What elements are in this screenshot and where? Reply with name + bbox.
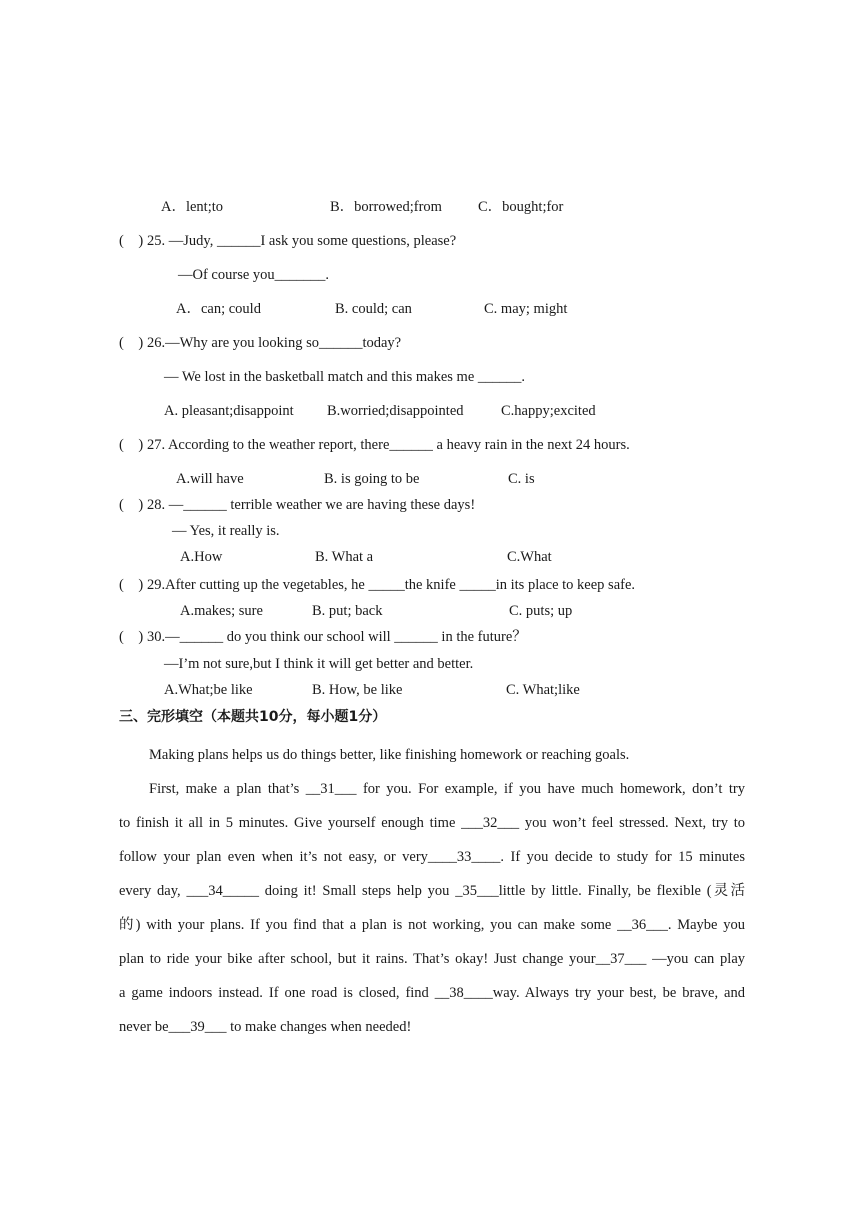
- passage-line-9: never be___39___ to make changes when needed!: [119, 1019, 412, 1035]
- q24-option-b: B．borrowed;from: [330, 199, 442, 215]
- q30-answer-paren[interactable]: ( ): [119, 629, 144, 645]
- q24-option-a: A．lent;to: [161, 199, 224, 215]
- q27-stem: 27. According to the weather report, there______ a heavy rain in the next 24 hours.: [147, 437, 630, 453]
- q30-option-a: A.What;be like: [164, 682, 253, 698]
- q25-answer-paren[interactable]: ( ): [119, 233, 144, 249]
- q27-option-c: C. is: [508, 471, 535, 487]
- q25-option-b: B. could; can: [335, 301, 412, 317]
- q26-option-a: A. pleasant;disappoint: [164, 403, 294, 419]
- passage-line-3: to finish it all in 5 minutes. Give yourself enough time ___32___ you won’t feel stressed. Next, try to: [119, 815, 745, 831]
- q28-option-b: B. What a: [315, 549, 374, 565]
- q25-reply: —Of course you_______.: [178, 267, 330, 283]
- passage-line-8: a game indoors instead. If one road is closed, find __38____way. Always try your best, be brave, and: [119, 985, 745, 1001]
- q27-answer-paren[interactable]: ( ): [119, 437, 144, 453]
- passage-line-4: follow your plan even when it’s not easy, or very____33____. If you decide to study for 15 minutes: [119, 849, 745, 865]
- q28-option-a: A.How: [180, 549, 223, 565]
- q29-stem: 29.After cutting up the vegetables, he _____the knife _____in its place to keep safe.: [147, 577, 636, 593]
- section-heading: 三、完形填空（本题共10分，每小题1分）: [119, 709, 387, 725]
- q29-option-a: A.makes; sure: [180, 603, 263, 619]
- q28-stem: 28. —______ terrible weather we are having these days!: [147, 497, 476, 513]
- q26-reply: — We lost in the basketball match and this makes me ______.: [164, 369, 525, 385]
- q26-option-b: B.worried;disappointed: [327, 403, 464, 419]
- q29-answer-paren[interactable]: ( ): [119, 577, 144, 593]
- q26-option-c: C.happy;excited: [501, 403, 596, 419]
- passage-line-7: plan to ride your bike after school, but it rains. That’s okay! Just change your__37___ —you can play: [119, 951, 745, 967]
- q28-option-c: C.What: [507, 549, 552, 565]
- q30-option-c: C. What;like: [506, 682, 580, 698]
- q30-reply: —I’m not sure,but I think it will get better and better.: [164, 656, 474, 672]
- passage-line-2: First, make a plan that’s __31___ for you. For example, if you have much homework, don’t try: [149, 781, 745, 797]
- q26-stem: 26.—Why are you looking so______today?: [147, 335, 402, 351]
- q25-stem: 25. —Judy, ______I ask you some questions, please?: [147, 233, 457, 249]
- q25-option-c: C. may; might: [484, 301, 568, 317]
- passage-line-5: every day, ___34_____ doing it! Small steps help you _35___little by little. Finally, be flexible (灵活: [119, 883, 745, 899]
- q27-option-b: B. is going to be: [324, 471, 420, 487]
- q26-answer-paren[interactable]: ( ): [119, 335, 144, 351]
- passage-line-1: Making plans helps us do things better, like finishing homework or reaching goals.: [149, 747, 630, 763]
- q27-option-a: A.will have: [176, 471, 244, 487]
- q29-option-c: C. puts; up: [509, 603, 573, 619]
- q28-reply: — Yes, it really is.: [172, 523, 280, 539]
- q28-answer-paren[interactable]: ( ): [119, 497, 144, 513]
- q24-option-c: C．bought;for: [478, 199, 564, 215]
- q30-stem: 30.—______ do you think our school will ______ in the future？: [147, 629, 527, 645]
- q30-option-b: B. How, be like: [312, 682, 403, 698]
- q25-option-a: A．can; could: [176, 301, 261, 317]
- q29-option-b: B. put; back: [312, 603, 383, 619]
- passage-line-6: 的) with your plans. If you find that a plan is not working, you can make some __36___. Maybe you: [119, 917, 745, 933]
